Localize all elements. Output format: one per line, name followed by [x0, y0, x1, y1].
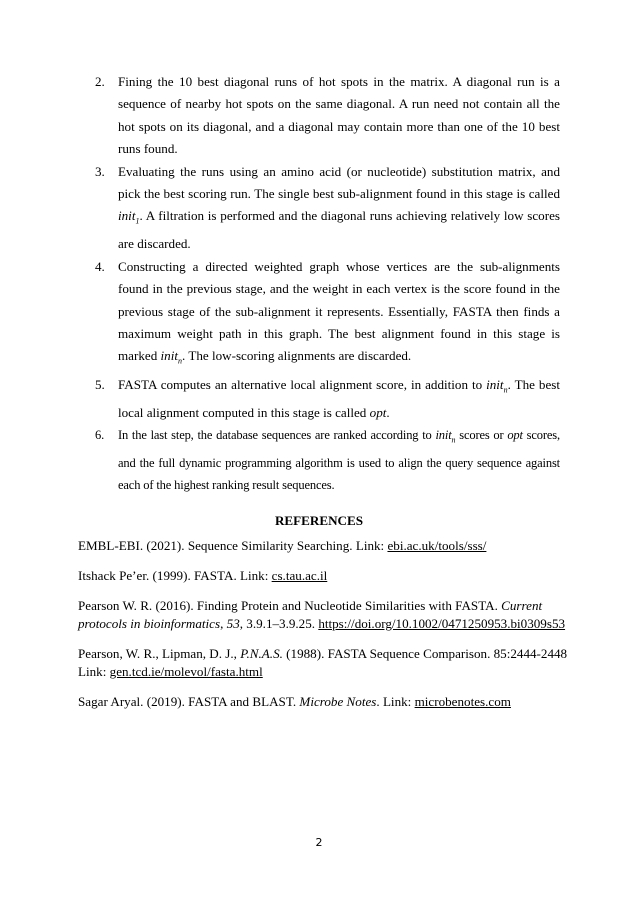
list-number: 4.	[95, 258, 105, 274]
term-opt: opt	[369, 404, 387, 420]
steps-list	[0, 71, 560, 497]
list-item: 6. In the last step, the database sequences are ranked according to init$_n$ scores or opt scores, and the full dynamic programming algorithm is used to align the query sequence against each of the highest ranking result sequences.	[0, 424, 560, 497]
list-item: 4. Constructing a directed weighted graph whose vertices are the sub-alignments found in the previous stage, and the weight in each vertex is the score found in the previous stage of the sub-alignment it represents. Essentially, FASTA then finds a maximum weight path in this graph. The best alignment found in this stage is marked init$_n$. The low-scoring alignments are discarded.	[0, 256, 560, 374]
list-item	[0, 71, 560, 161]
list-text: Fining the 10 best diagonal runs of hot spots in the matrix. A diagonal run is a sequence of nearby hot spots on the same diagonal. A run need not contain all the hot spots on its diagonal, and a diagonal may contain more than one of the 10 best runs found.	[118, 74, 560, 157]
page-number: 2	[315, 836, 323, 849]
list-item: 5. FASTA computes an alternative local alignment score, in addition to init$_n$. The best local alignment computed in this stage is called opt.	[0, 374, 560, 424]
reference-link[interactable]: ebi.ac.uk/tools/sss/	[387, 538, 487, 553]
reference-link[interactable]: https://doi.org/10.1002/0471250953.bi0309s53	[318, 616, 566, 631]
reference-item: EMBL-EBI. (2021). Sequence Similarity Searching. Link: ebi.ac.uk/tools/sss/	[78, 538, 487, 553]
reference-item: Sagar Aryal. (2019). FASTA and BLAST. Microbe Notes. Link: microbenotes.com	[78, 694, 511, 709]
reference-link[interactable]: gen.tcd.ie/molevol/fasta.html	[109, 664, 263, 679]
list-number: 6.	[95, 427, 105, 442]
term-init: init$_n$	[435, 427, 456, 445]
list-number: 3.	[95, 163, 105, 179]
list-number: 2.	[95, 74, 105, 89]
reference-item: Pearson, W. R., Lipman, D. J., P.N.A.S. (1988). FASTA Sequence Comparison. 85:2444-2448 Link: gen.tcd.ie/molevol/fasta.html	[78, 646, 568, 679]
list-item: 3. Evaluating the runs using an amino acid (or nucleotide) substitution matrix, and pick the best scoring run. The single best sub-alignment found in this stage is called init$_1$. A filtration is performed and the diagonal runs achieving relatively low scores are discarded.	[0, 161, 560, 256]
reference-link[interactable]: cs.tau.ac.il	[271, 568, 328, 583]
term-opt: opt	[507, 427, 523, 442]
term-init: init$_n$	[486, 376, 508, 395]
references-list	[78, 537, 568, 723]
list-number: 5.	[95, 376, 105, 392]
reference-item: Pearson W. R. (2016). Finding Protein and Nucleotide Similarities with FASTA. Current protocols in bioinformatics, 53, 3.9.1–3.9.25. https://doi.org/10.1002/0471250953.bi0309s53	[78, 598, 566, 631]
references-heading: REFERENCES	[274, 513, 364, 528]
reference-item: Itshack Pe’er. (1999). FASTA. Link: cs.tau.ac.il	[78, 568, 328, 583]
reference-link[interactable]: microbenotes.com	[414, 694, 511, 709]
term-init: init$_1$	[118, 208, 140, 227]
term-init: init$_n$	[160, 348, 183, 367]
